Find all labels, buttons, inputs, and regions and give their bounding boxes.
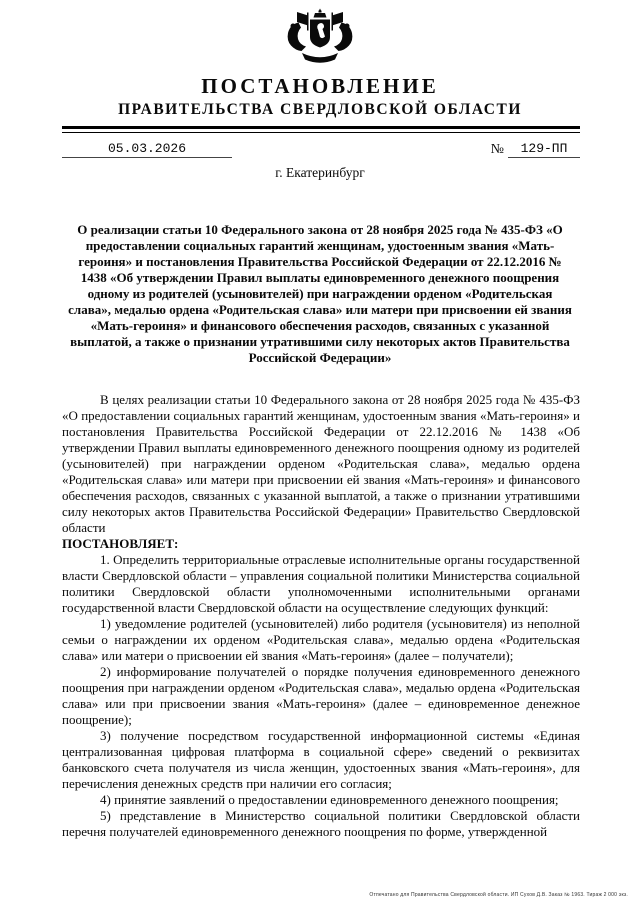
- number-sign-label: №: [490, 142, 504, 157]
- body-paragraph: 1) уведомление родителей (усыновителей) либо родителя (усыновителя) из неполной семьи о награждении их орденом «Родительская слава», медалью ордена «Родительская слава» или матери о присвоении ей звания «Мать-героиня» (далее – получатели);: [62, 616, 580, 663]
- document-city: г. Екатеринбург: [275, 165, 365, 180]
- body-paragraph: 5) представление в Министерство социальной политики Свердловской области перечня получателей единовременного денежного поощрения по форме, утвержденной: [62, 808, 580, 839]
- print-shop-note: Отпечатано для Правительства Свердловской области. ИП Сухов Д.В. Заказ № 1963. Тираж 2 000 экз.: [369, 892, 628, 898]
- document-body: [62, 392, 580, 840]
- document-header: [0, 0, 640, 119]
- preamble-paragraph: В целях реализации статьи 10 Федерального закона от 28 ноября 2025 года № 435-ФЗ «О предоставлении социальных гарантий женщинам, удостоенным звания «Мать-героиня» и постановления Правительства Российской Федерации от 22.12.2016 № 1438 «Об утверждении Правил выплаты единовременного денежного поощрения одному из родителей (усыновителей) при награждении орденом «Родительская слава», медалью ордена «Родительская слава» или матери при присвоении ей звания «Мать-героиня» и финансового обеспечения расходов, связанных с указанной выплатой, а также о признании утратившими силу некоторых актов Правительства Российской Федерации» Правительство Свердловской области: [62, 392, 580, 535]
- coat-of-arms-icon: [280, 8, 360, 66]
- document-number: 129-ПП: [508, 141, 580, 158]
- document-date: 05.03.2026: [62, 141, 232, 158]
- document-number-group: [491, 141, 580, 158]
- date-number-row: [62, 141, 580, 158]
- issuing-authority-title: ПРАВИТЕЛЬСТВА СВЕРДЛОВСКОЙ ОБЛАСТИ: [118, 101, 522, 118]
- body-paragraph: 3) получение посредством государственной информационной системы «Единая централизованная цифровая платформа в социальной сфере» сведений о реквизитах банковского счета получателя из числа женщин, удостоенных звания «Мать-героиня», для перечисления денежных средств при наличии его согласия;: [62, 728, 580, 791]
- body-paragraph: 4) принятие заявлений о предоставлении единовременного денежного поощрения;: [100, 792, 559, 807]
- body-paragraph: 1. Определить территориальные отраслевые исполнительные органы государственной власти Свердловской области – управления социальной политики Министерства социальной политики Свердловской области уполномоченными исполнительными органами государственной власти Свердловской области на осуществление следующих функций:: [62, 552, 580, 615]
- letterhead-divider: [62, 126, 580, 133]
- document-title: О реализации статьи 10 Федерального закона от 28 ноября 2025 года № 435-ФЗ «О предоставлении социальных гарантий женщинам, удостоенным звания «Мать-героиня» и постановления Правительства Российской Федерации от 22.12.2016 № 1438 «Об утверждении Правил выплаты единовременного денежного поощрения одному из родителей (усыновителей) при награждении орденом «Родительская слава», медалью ордена «Родительская слава» или матери при присвоении ей звания «Мать-героиня» и финансового обеспечения расходов, связанных с указанной выплатой, а также о признании утратившими силу некоторых актов Правительства Российской Федерации»: [68, 222, 572, 365]
- resolves-label: ПОСТАНОВЛЯЕТ:: [62, 536, 179, 551]
- body-paragraph: 2) информирование получателей о порядке получения единовременного денежного поощрения при награждении орденом «Родительская слава», медалью ордена «Родительская слава» или при присвоении звания «Мать-героиня» (далее – единовременное денежное поощрение);: [62, 664, 580, 727]
- document-kind-title: ПОСТАНОВЛЕНИЕ: [201, 74, 439, 98]
